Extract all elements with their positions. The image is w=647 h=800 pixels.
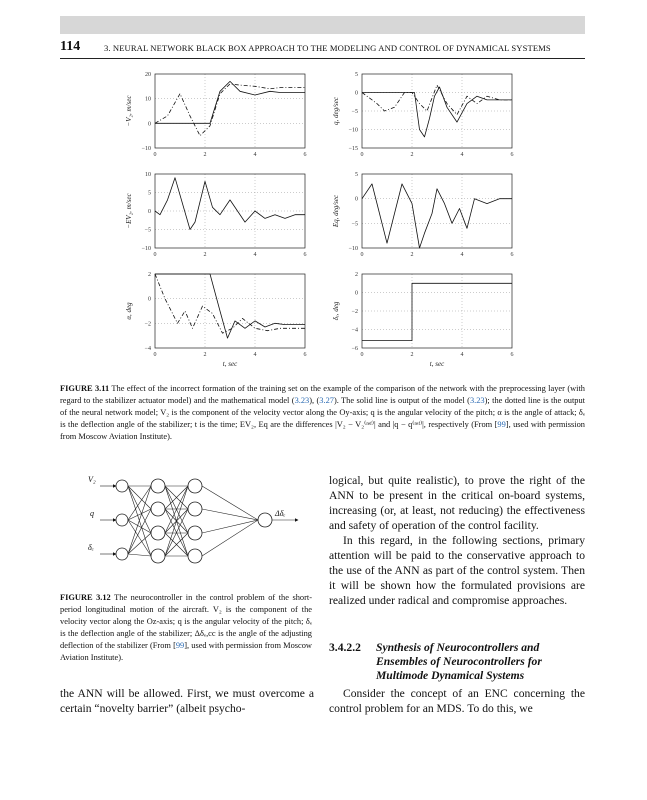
y-tick-label: 10: [145, 172, 151, 178]
y-tick-label: 0: [355, 196, 358, 203]
top-shade-bar: [60, 16, 585, 34]
chart-panel-3: [125, 172, 307, 258]
x-axis-label: t, sec: [222, 360, 238, 368]
x-axis-label: t, sec: [429, 360, 445, 368]
equation-link[interactable]: 3.23: [469, 396, 485, 405]
chart-panel-1: [125, 72, 307, 158]
caption-text: The effect of the incorrect formation of the training set on the example of the comparison of the network with the preprocessing layer (with regard to the stabilizer actuator model) and the mathematical model (: [60, 384, 585, 405]
y-axis-label: −V₂, m/sec: [125, 95, 133, 127]
x-tick-label: 0: [153, 352, 157, 358]
y-tick-label: −5: [351, 221, 358, 228]
hidden-neuron: [188, 549, 202, 563]
hidden-neuron: [188, 479, 202, 493]
chart-panel-4: [332, 172, 514, 258]
figure-3-12-label: FIGURE 3.12: [60, 593, 111, 602]
y-tick-label: −5: [144, 227, 151, 234]
figure-3-11-caption: [60, 383, 585, 443]
y-axis-label: −EV₂, m/sec: [125, 193, 133, 229]
right-column-text: [329, 473, 585, 608]
y-tick-label: −10: [348, 246, 358, 252]
figure-3-11-label: FIGURE 3.11: [60, 384, 110, 393]
neurocontroller-diagram: [60, 472, 312, 584]
reference-link[interactable]: 99: [175, 641, 185, 650]
x-tick-label: 6: [510, 152, 514, 158]
x-tick-label: 0: [153, 152, 157, 158]
y-tick-label: 5: [355, 172, 358, 178]
hidden-neuron: [151, 479, 165, 493]
input-label-vz: V₂: [88, 475, 96, 484]
y-tick-label: −10: [141, 146, 151, 152]
y-tick-label: 0: [148, 121, 151, 128]
section-title: Synthesis of Neurocontrollers and Ensembles of Neurocontrollers for Multimode Dynamical Systems: [376, 641, 542, 682]
paragraph: logical, but quite realistic), to prove the right of the ANN to be present in the critical on-board systems, increasing (or, at least, not reducing) the effectiveness and safety of operation of the control facility.: [329, 474, 585, 532]
y-tick-label: −4: [351, 327, 358, 334]
plot-frame: [362, 174, 512, 248]
y-tick-label: −15: [348, 146, 358, 152]
y-tick-label: −10: [348, 127, 358, 134]
x-tick-label: 2: [203, 152, 207, 158]
section-heading: [329, 641, 585, 683]
hidden-neuron: [188, 526, 202, 540]
y-tick-label: −5: [351, 109, 358, 115]
y-tick-label: 0: [355, 290, 358, 297]
input-label-q: q: [90, 509, 94, 518]
y-axis-label: Eq, deg/sec: [332, 194, 340, 228]
x-tick-label: 0: [360, 352, 364, 358]
y-tick-label: 5: [148, 190, 151, 197]
series-line-1: [155, 178, 305, 230]
figure-3-11-plots: [100, 68, 530, 374]
series-line-1: [155, 274, 305, 338]
x-tick-label: 0: [153, 252, 157, 258]
hidden-neuron: [151, 526, 165, 540]
x-tick-label: 4: [253, 152, 257, 158]
network-svg: [60, 472, 312, 584]
y-tick-label: 10: [145, 96, 151, 103]
y-tick-label: 0: [148, 296, 151, 303]
plot-frame: [155, 274, 305, 348]
output-neuron: [258, 513, 272, 527]
paragraph: Consider the concept of an ENC concerning the control problem for an MDS. To do this, we: [329, 687, 585, 715]
page-number: 114: [60, 39, 81, 54]
series-line-1: [362, 283, 512, 340]
chart-panel-5: [125, 272, 307, 368]
y-tick-label: 2: [148, 272, 151, 278]
input-label-delta: δₑ: [88, 543, 94, 552]
y-axis-label: q, deg/sec: [332, 97, 340, 125]
x-tick-label: 6: [303, 352, 307, 358]
x-tick-label: 2: [203, 352, 207, 358]
series-line-1: [362, 184, 512, 248]
x-tick-label: 2: [203, 252, 207, 258]
input-neuron: [116, 480, 128, 492]
running-title: 3. NEURAL NETWORK BLACK BOX APPROACH TO THE MODELING AND CONTROL OF DYNAMICAL SYSTEMS: [104, 43, 551, 53]
y-tick-label: 0: [148, 209, 151, 215]
x-tick-label: 2: [410, 152, 414, 158]
x-tick-label: 2: [410, 252, 414, 258]
x-tick-label: 6: [510, 252, 514, 258]
x-tick-label: 4: [460, 152, 464, 158]
chart-panel-2: [332, 72, 514, 158]
input-neuron: [116, 548, 128, 560]
x-tick-label: 4: [253, 352, 257, 358]
caption-text: ], used with permission from Moscow Aviation Institute).: [60, 641, 312, 662]
x-tick-label: 6: [303, 152, 307, 158]
output-label: Δδₑ: [275, 509, 286, 518]
x-tick-label: 0: [360, 252, 364, 258]
y-tick-label: −10: [141, 246, 151, 252]
left-column-text: the ANN will be allowed. First, we must overcome a certain “novelty barrier” (albeit psycho-: [60, 687, 314, 715]
figure-3-12-caption: [60, 592, 312, 664]
y-tick-label: −2: [351, 309, 358, 315]
caption-text: The neurocontroller in the control problem of the short-period longitudinal motion of the aircraft. V₂ is the component of the velocity vector along the Oz-axis; q is the angular velocity of the pitch; δₑ is the deflection angle of the stabilizer; Δδₑ,cc is the angle of the adjusting deflection of the stabilizer (From [: [60, 593, 312, 650]
x-tick-label: 4: [460, 252, 464, 258]
x-tick-label: 2: [410, 352, 414, 358]
y-tick-label: −6: [351, 346, 358, 352]
running-header: [60, 38, 585, 59]
y-axis-label: δₑ, deg: [332, 301, 340, 321]
paragraph: In this regard, in the following sections, primary attention will be paid to the conservative approach to the use of the ANN as part of the control system. Then it will be shown how the formulated provisions are realized under radical and compromise approaches.: [329, 534, 585, 607]
y-tick-label: 0: [355, 90, 358, 97]
x-tick-label: 4: [253, 252, 257, 258]
x-tick-label: 4: [460, 352, 464, 358]
caption-text: ); the dotted line is the output of the neural network model; V₂ is the component of the velocity vector along the Oy-axis; q is the angular velocity of the pitch; α is the angle of attack; δₑ is the deflection angle of the stabilizer; t is the time; EV₂, Eq are the differences |V₂ − V₂⁽ʳᵉᶠ⁾| and |q − q⁽ʳᵉᶠ⁾|, respectively (From [: [60, 396, 585, 429]
equation-link[interactable]: 3.27: [319, 396, 334, 405]
y-tick-label: −2: [144, 321, 151, 328]
y-tick-label: 20: [145, 72, 151, 78]
reference-link[interactable]: 99: [497, 420, 506, 429]
x-tick-label: 6: [510, 352, 514, 358]
section-number: 3.4.2.2: [329, 641, 361, 654]
y-tick-label: −4: [144, 346, 151, 352]
y-tick-label: 5: [355, 72, 358, 78]
input-neuron: [116, 514, 128, 526]
equation-link[interactable]: 3.23: [294, 396, 310, 405]
chart-panel-6: [332, 272, 514, 368]
x-tick-label: 6: [303, 252, 307, 258]
hidden-neuron: [151, 502, 165, 516]
y-axis-label: α, deg: [125, 302, 133, 320]
caption-text: ], used with permission from Moscow Aviation Institute).: [60, 420, 585, 441]
hidden-neuron: [151, 549, 165, 563]
x-tick-label: 0: [360, 152, 364, 158]
figure-3-11-svg: [100, 68, 530, 374]
plot-frame: [155, 74, 305, 148]
caption-text: ), (: [309, 396, 320, 405]
hidden-neuron: [188, 502, 202, 516]
y-tick-label: 2: [355, 272, 358, 278]
caption-text: ). The solid line is output of the model (: [333, 396, 470, 405]
series-line-2: [155, 84, 305, 136]
